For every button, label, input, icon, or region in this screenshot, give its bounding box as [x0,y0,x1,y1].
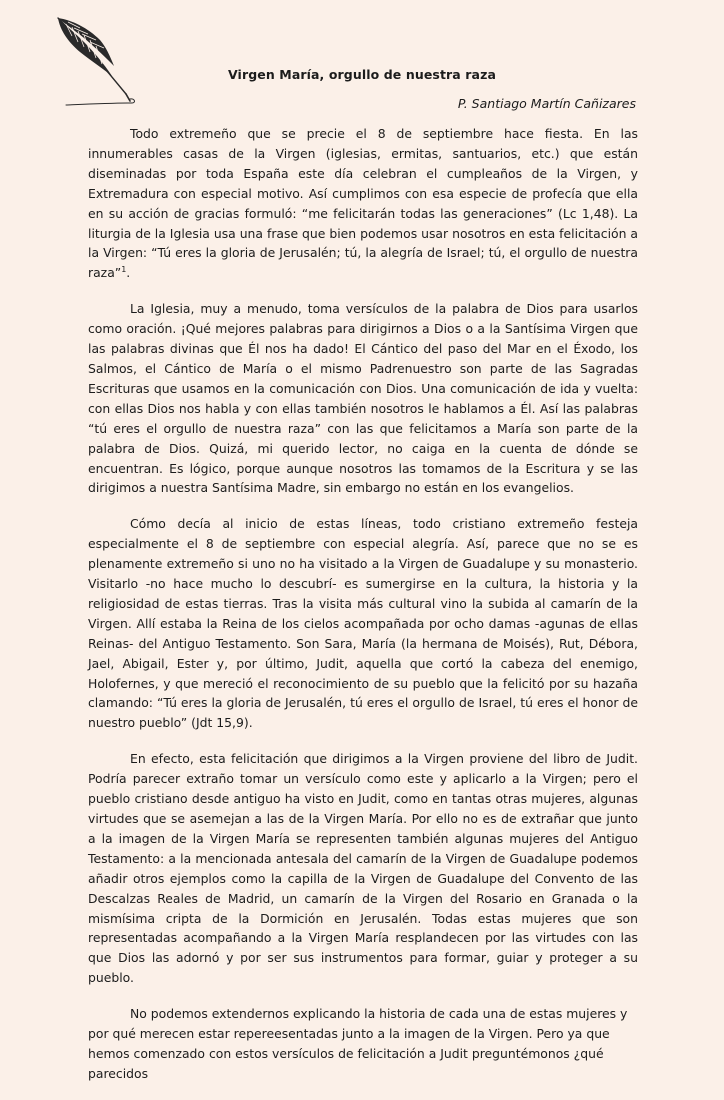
document-author: P. Santiago Martín Cañizares [457,96,636,111]
quill-pen-icon [50,14,142,112]
paragraph: Cómo decía al inicio de estas líneas, todo cristiano extremeño festeja especialmente el 8 de septiembre con especial alegría. Así, parece que no se es plenamente extremeño si uno no ha visitado a la Virgen de Guadalupe y su monasterio. Visitarlo -no hace mucho lo descubrí- es sumergirse en la cultura, la historia y la religiosidad de estas tierras. Tras la visita más cultural vino la subida al camarín de la Virgen. Allí estaba la Reina de los cielos acompañada por ocho damas -agunas de ellas Reinas- del Antiguo Testamento. Son Sara, María (la hermana de Moisés), Rut, Débora, Jael, Abigail, Ester y, por último, Judit, aquella que cortó la cabeza del enemigo, Holofernes, y que mereció el reconocimiento de su pueblo que la felicitó por su hazaña clamando: “Tú eres la gloria de Jerusalén, tú eres el orgullo de Israel, tú eres el honor de nuestro pueblo” (Jdt 15,9). [88,516,638,731]
paragraph: Todo extremeño que se precie el 8 de septiembre hace fiesta. En las innumerables casas de la Virgen (iglesias, ermitas, santuarios, etc.) que están diseminadas por toda España este día celebran el cumpleaños de la Virgen, y Extremadura con especial motivo. Así cumplimos con esa especie de profecía que ella en su acción de gracias formuló: “me felicitarán todas las generaciones” (Lc 1,48). La liturgia de la Iglesia usa una frase que bien podemos usar nosotros en esta felicitación a la Virgen: “Tú eres la gloria de Jerusalén; tú, la alegría de Israel; tú, el orgullo de nuestra raza”$^1$. [88,126,638,281]
paragraph: En efecto, esta felicitación que dirigimos a la Virgen proviene del libro de Judit. Podría parecer extraño tomar un versículo como este y aplicarlo a la Virgen; pero el pueblo cristiano desde antiguo ha visto en Judit, como en tantas otras mujeres, algunas virtudes que se asemejan a las de la Virgen María. Por ello no es de extrañar que junto a la imagen de la Virgen María se representen también algunas mujeres del Antiguo Testamento: a la mencionada antesala del camarín de la Virgen de Guadalupe podemos añadir otros ejemplos como la capilla de la Virgen de Guadalupe del Convento de las Descalzas Reales de Madrid, un camarín de la Virgen del Rosario en Granada o la mismísima cripta de la Dormición en Jerusalén. Todas estas mujeres que son representadas acompañando a la Virgen María resplandecen por las virtudes con las que Dios las adornó y por ser sus instrumentos para formar, guiar y proteger a su pueblo. [88,751,638,986]
paragraph-text: Todo extremeño que se precie el 8 de septiembre hace fiesta. En las innumerables casas de la Virgen (iglesias, ermitas, santuarios, etc.) que están diseminadas por toda España este día celebran el cumpleaños de la Virgen, y Extremadura con especial motivo. Así cumplimos con esa especie de profecía que ella en su acción de gracias formuló: “me felicitarán todas las generaciones” (Lc 1,48). La liturgia de la Iglesia usa una frase que bien podemos usar nosotros en esta felicitación a la Virgen: “Tú eres la gloria de Jerusalén; tú, la alegría de Israel; tú, el orgullo de nuestra raza” [88,126,638,281]
document-title: Virgen María, orgullo de nuestra raza [228,67,496,82]
document-body [88,124,638,1100]
paragraph: No podemos extendernos explicando la historia de cada una de estas mujeres y por qué merecen estar repereesentadas junto a la imagen de la Virgen. Pero ya que hemos comenzado con estos versículos de felicitación a Judit preguntémonos ¿qué parecidos [88,1006,628,1081]
footnote-marker: 1 [121,265,127,275]
paragraph: La Iglesia, muy a menudo, toma versículos de la palabra de Dios para usarlos como oración. ¡Qué mejores palabras para dirigirnos a Dios o a la Santísima Virgen que las palabras divinas que Él nos ha dado! El Cántico del paso del Mar en el Éxodo, los Salmos, el Cántico de María o el mismo Padrenuestro son parte de las Sagradas Escrituras que usamos en la comunicación con Dios. Una comunicación de ida y vuelta: con ellas Dios nos habla y con ellas también nosotros le hablamos a Él. Así las palabras “tú eres el orgullo de nuestra raza” con las que felicitamos a María son parte de la palabra de Dios. Quizá, mi querido lector, no caiga en la cuenta de dónde se encuentran. Es lógico, porque aunque nosotros las tomamos de la Escritura y se las dirigimos a nuestra Santísima Madre, sin embargo no están en los evangelios. [88,301,638,496]
